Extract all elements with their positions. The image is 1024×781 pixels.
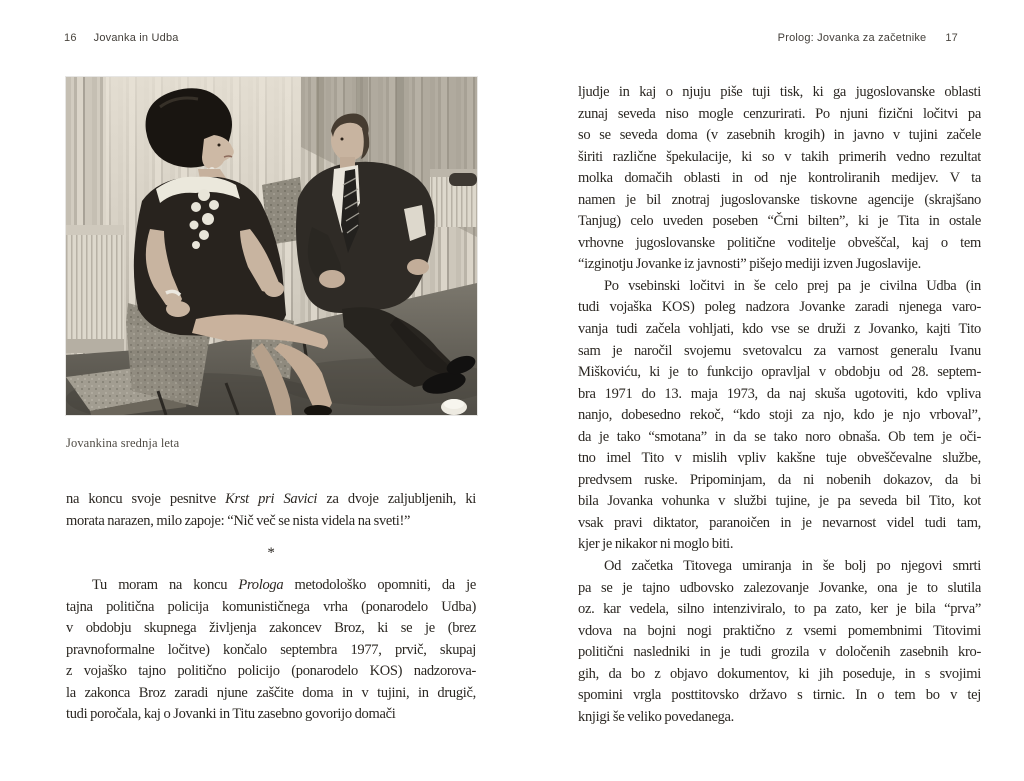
- text-line: oz. kar vedela, silno intenziviralo, to pa zato, ker je bila “prva”: [578, 601, 981, 618]
- text-line: v obdobju skupnega življenja zakoncev Broz, ki se je (brez: [66, 620, 476, 637]
- radiator-left: [66, 225, 124, 353]
- text-line: da je tako “smotana” in da se tako noro obnaša. Ob tem je oči-: [578, 428, 981, 445]
- text-line: sam je naročil svojemu svetovalcu za varnost generalu Ivanu: [578, 342, 981, 359]
- text-line: predvsem ruske. Pripominjam, da ni nobenih dokazov, da bi: [578, 471, 981, 488]
- paragraph: [578, 276, 981, 556]
- paragraph: [578, 82, 981, 276]
- text-line: gih, da bo z objavo dokumentov, ki jih poseduje, in s svojimi: [578, 665, 981, 682]
- text-line: širiti različne špekulacije, ki so v takih primerih vedno rezultat: [578, 148, 981, 165]
- text-line: bila Jovanka vohunka v službi tujine, je pa seveda bil Tito, kot: [578, 493, 981, 510]
- text-line: nanjo, dobesedno rekoč, “kdo stoji za njo, kdo je njo vrboval”,: [578, 407, 981, 424]
- right-running-header: [778, 32, 958, 44]
- right-page-body: [578, 82, 981, 728]
- text-line: “izginotju Jovanke iz javnosti” pišejo mediji izven Jugoslavije.: [578, 256, 921, 273]
- photo-illustration: [66, 77, 477, 415]
- text-line: vdova na bojni nogi praktično z vsemi pomembnimi Titovimi: [578, 622, 981, 639]
- left-page-body: [66, 489, 476, 726]
- text-line: ljudje in kaj o njuju piše tuji tisk, ki ga jugoslovanske oblasti: [578, 84, 981, 100]
- text-line: morata narazen, milo zapoje: “Nič več se nista videla na sveti!”: [66, 512, 411, 529]
- right-page-number: 17: [945, 32, 958, 44]
- text-line: vanja tudi začela vohljati, kdo vse se druži z Jovanko, kajti Tito: [578, 321, 981, 338]
- left-header-title: Jovanka in Udba: [93, 32, 179, 44]
- text-line: na koncu svoje pesnitve Krst pri Savici za dvoje zaljubljenih, ki: [66, 491, 476, 507]
- text-line: Tu moram na koncu Prologa metodološko opomniti, da je: [92, 577, 476, 594]
- text-line: kjer je nikakor ni moglo biti.: [578, 536, 734, 553]
- text-line: tudi poročala, kaj o Jovanki in Titu zasebno govorijo domači: [66, 706, 396, 723]
- section-separator-asterisk: *: [267, 544, 275, 561]
- text-line: pa se je tajno udbovsko zalezovanje Jovanke, ona je to slutila: [578, 579, 981, 596]
- text-line: la zakonca Broz zaradi njune zaščite doma in v tujini, in drugič,: [66, 684, 476, 701]
- text-line: vrhovne jugoslovanske politične voditelje obveščal, kaj o tem: [578, 234, 981, 251]
- paragraph: [578, 556, 981, 728]
- text-line: tajna politična policija komunističnega vrha (ponarodelo Udba): [66, 598, 476, 615]
- photo-caption: Jovankina srednja leta: [66, 436, 180, 450]
- paragraph: [66, 489, 476, 532]
- text-line: so se seveda doma (v zasebnih krogih) in javno v tujini začele: [578, 127, 981, 144]
- text-line: zunaj seveda niso mogle cenzurirati. Po njuni fizični ločitvi pa: [578, 105, 981, 122]
- left-running-header: [64, 32, 179, 44]
- text-line: molka domačih oblasti in od nje kontroliranih medijev. V ta: [578, 170, 981, 187]
- book-photo-jovanka: [66, 77, 477, 415]
- radiator-valve: [449, 173, 477, 186]
- text-line: politični nasledniki in je tudi grozila v določenih zasebnih kro-: [578, 644, 981, 661]
- text-line: Miškoviću, ki je to funkcijo opravljal v obdobju od 28. septem-: [578, 364, 981, 381]
- cup: [441, 399, 467, 415]
- text-line: vsak pravi diktator, paranoičen in je nevarnost videl tudi tam,: [578, 514, 981, 531]
- text-line: namen je bil znotraj jugoslovanske tiskovne agencije (skrajšano: [578, 191, 981, 208]
- text-line: spomini vrgla posttitovsko državo s tirnic. In o tem bo v tej: [578, 687, 981, 704]
- text-line: Tanjug) celo uveden poseben “Črni bilten”, ki je Tita in ostale: [578, 213, 981, 230]
- radiator-right: [430, 169, 477, 227]
- text-line: Po vsebinski ločitvi in še celo prej pa je civilna Udba (in: [604, 277, 981, 294]
- text-line: bra 1971 do 13. maja 1973, da naj skuša ugotoviti, kdo vpliva: [578, 385, 981, 402]
- text-line: tno imel Tito v mislih vpliv kakšne tuje obveščevalne službe,: [578, 450, 981, 467]
- text-line: tudi vojaška KOS) poleg nadzora Jovanke zaradi njenega varo-: [578, 299, 981, 316]
- text-line: knjigi še veliko povedanega.: [578, 708, 735, 725]
- left-page-number: 16: [64, 32, 77, 44]
- text-line: Od začetka Titovega umiranja in še bolj po njegovi smrti: [604, 558, 981, 575]
- right-header-title: Prolog: Jovanka za začetnike: [777, 32, 927, 44]
- paragraph: [66, 575, 476, 726]
- text-line: pravnoformalne ločitve) končalo septembra 1977, prvič, skupaj: [66, 641, 476, 658]
- text-line: z vojaško tajno politično policijo (ponarodelo KOS) nadzorova-: [66, 663, 476, 680]
